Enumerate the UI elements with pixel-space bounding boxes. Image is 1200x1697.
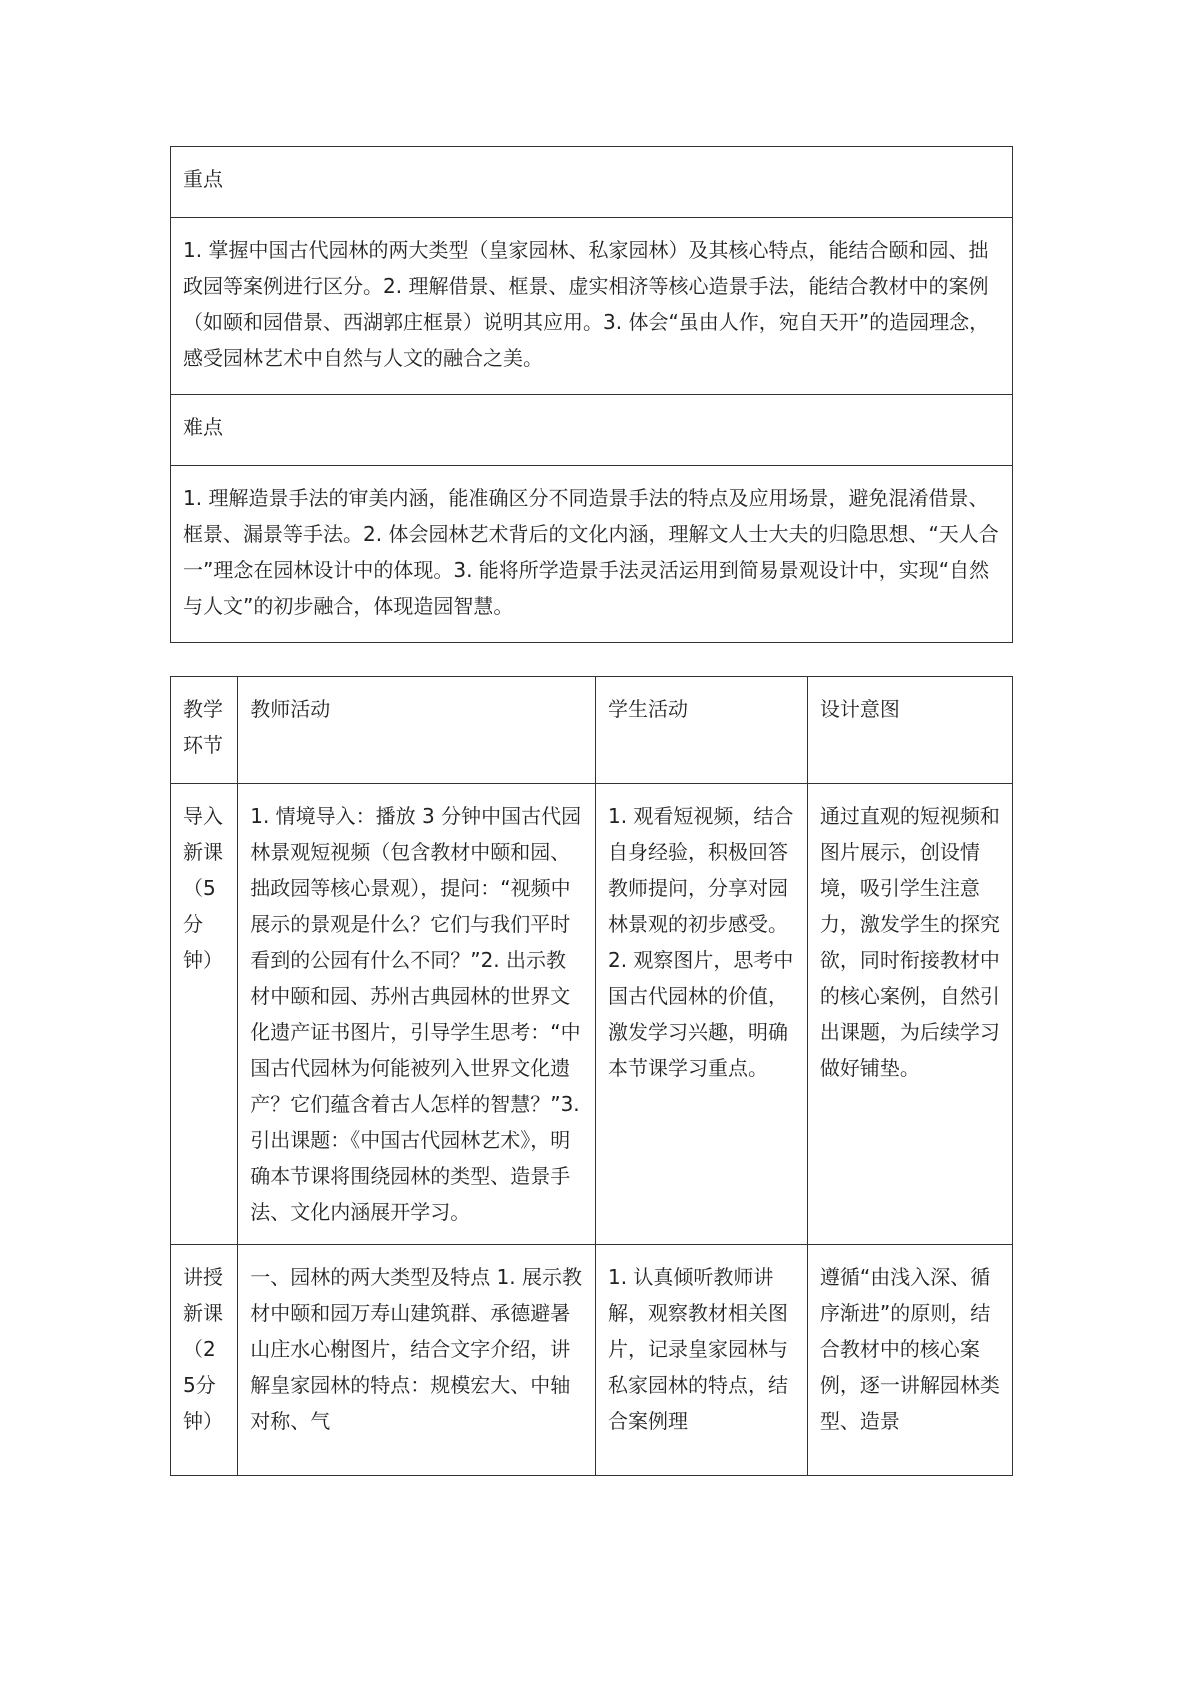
key-points-text: 1. 掌握中国古代园林的两大类型（皇家园林、私家园林）及其核心特点，能结合颐和园、拙政园等案例进行区分。2. 理解借景、框景、虚实相济等核心造景手法，能结合教材中的案例（如颐和园借景、西湖郭庄框景）说明其应用。3. 体会“虽由人作，宛自天开”的造园理念，感受园林艺术中自然与人文的融合之美。 — [171, 218, 1013, 395]
row-phase: 导入新课（5分钟） — [171, 784, 238, 1245]
row-student-activity — [595, 1245, 807, 1476]
row-design-intent: 通过直观的短视频和图片展示，创设情境，吸引学生注意力，激发学生的探究欲，同时衔接教材中的核心案例，自然引出课题，为后续学习做好铺垫。 — [807, 784, 1012, 1245]
row-phase — [171, 1245, 238, 1476]
row-teacher-text: 一、园林的两大类型及特点 1. 展示教材中颐和园万寿山建筑群、承德避暑山庄水心榭图片，结合文字介绍，讲解皇家园林的特点：规模宏大、中轴对称、气 — [250, 1265, 583, 1433]
row-intent-text: 遵循“由浅入深、循序渐进”的原则，结合教材中的核心案例，逐一讲解园林类型、造景 — [819, 1265, 1000, 1433]
header-student-activity: 学生活动 — [595, 677, 807, 784]
table-row — [171, 1245, 1013, 1476]
table-row — [171, 784, 1013, 1245]
row-student-activity: 1. 观看短视频，结合自身经验，积极回答教师提问，分享对园林景观的初步感受。2. 观察图片，思考中国古代园林的价值，激发学习兴趣，明确本节课学习重点。 — [595, 784, 807, 1245]
difficulties-text: 1. 理解造景手法的审美内涵，能准确区分不同造景手法的特点及应用场景，避免混淆借景、框景、漏景等手法。2. 体会园林艺术背后的文化内涵，理解文人士大夫的归隐思想、“天人合一”理念在园林设计中的体现。3. 能将所学造景手法灵活运用到简易景观设计中，实现“自然与人文”的初步融合，体现造园智慧。 — [171, 466, 1013, 643]
row-student-text: 1. 认真倾听教师讲解，观察教材相关图片，记录皇家园林与私家园林的特点，结合案例理 — [607, 1265, 788, 1433]
difficulties-label: 难点 — [171, 395, 1013, 466]
table-header-row — [171, 677, 1013, 784]
header-phase: 教学环节 — [171, 677, 238, 784]
row-teacher-activity — [238, 1245, 596, 1476]
teaching-process-table — [170, 676, 1013, 1476]
row-design-intent — [807, 1245, 1012, 1476]
focus-table — [170, 146, 1013, 643]
row-teacher-activity: 1. 情境导入：播放 3 分钟中国古代园林景观短视频（包含教材中颐和园、拙政园等核心景观），提问：“视频中展示的景观是什么？它们与我们平时看到的公园有什么不同？”2. 出示教材中颐和园、苏州古典园林的世界文化遗产证书图片，引导学生思考：“中国古代园林为何能被列入世界文化遗产？它们蕴含着古人怎样的智慧？”3. 引出课题：《中国古代园林艺术》，明确本节课将围绕园林的类型、造景手法、文化内涵展开学习。 — [238, 784, 596, 1245]
header-teacher-activity: 教师活动 — [238, 677, 596, 784]
header-design-intent: 设计意图 — [807, 677, 1012, 784]
key-points-label: 重点 — [171, 147, 1013, 218]
row-phase-text: 讲授新课（25分钟） — [183, 1265, 223, 1433]
